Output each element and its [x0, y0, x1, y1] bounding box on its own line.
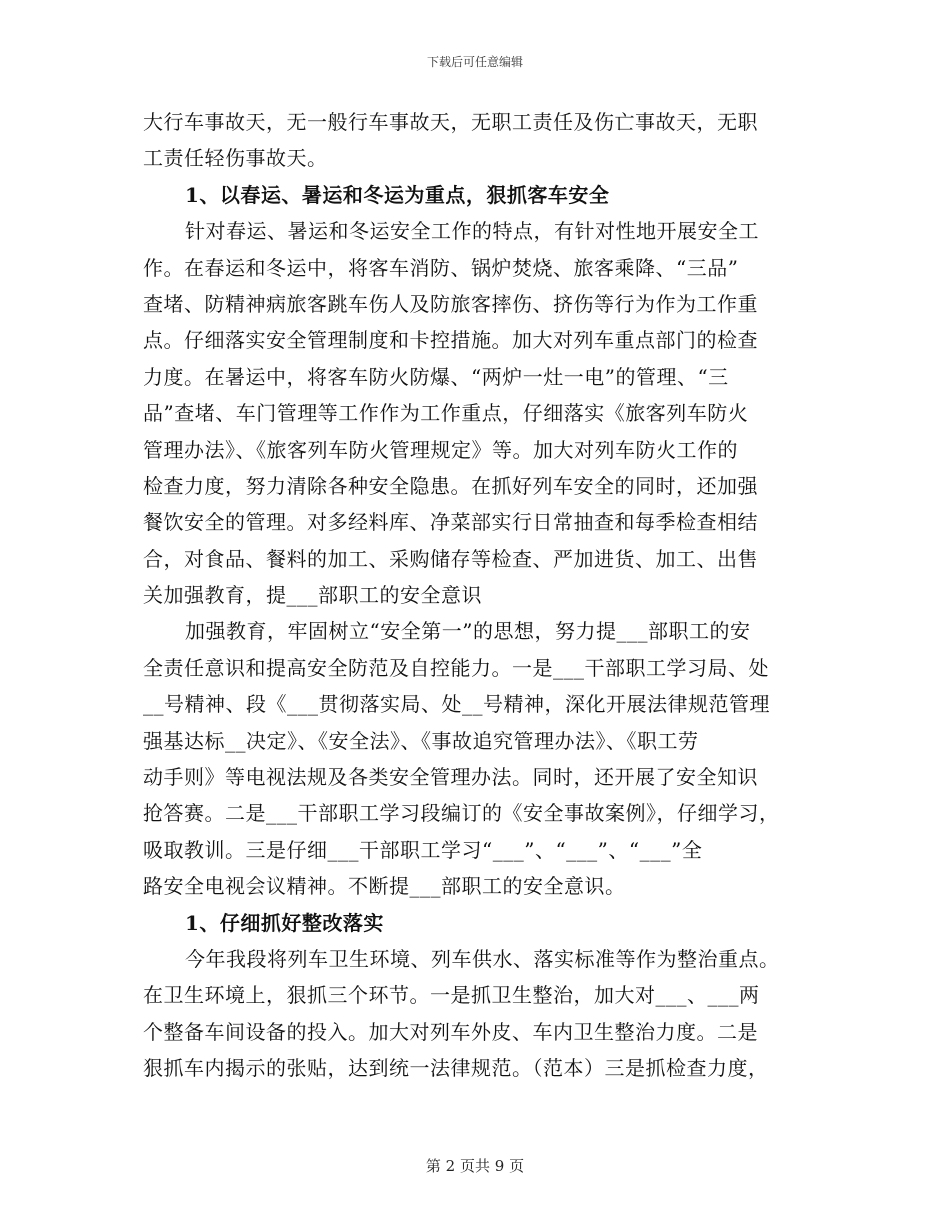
- text-line: __号精神、段《___贯彻落实局、处__号精神，深化开展法律规范管理: [143, 692, 770, 717]
- text-line: 检查力度，努力清除各种安全隐患。在抓好列车安全的同时，还加强: [143, 473, 758, 498]
- section-heading: 1、仔细抓好整改落实: [185, 910, 384, 935]
- text-line: 动手则》等电视法规及各类安全管理办法。同时，还开展了安全知识: [143, 765, 758, 790]
- text-line: 在卫生环境上，狠抓三个环节。一是抓卫生整治，加大对___、___两: [143, 983, 760, 1008]
- text-line: 个整备车间设备的投入。加大对列车外皮、车内卫生整治力度。二是: [143, 1019, 758, 1044]
- text-line: 品”查堵、车门管理等工作作为工作重点，仔细落实《旅客列车防火: [143, 401, 749, 426]
- text-line: 吸取教训。三是仔细___干部职工学习“___”、“___”、“___”全: [143, 837, 703, 862]
- text-line: 查堵、防精神病旅客跳车伤人及防旅客摔伤、挤伤等行为作为工作重: [143, 291, 758, 316]
- text-line: 加强教育，牢固树立“安全第一”的思想，努力提___部职工的安: [185, 619, 751, 644]
- text-line: 针对春运、暑运和冬运安全工作的特点，有针对性地开展安全工: [185, 219, 759, 244]
- text-line: 狠抓车内揭示的张贴，达到统一法律规范。（范本）三是抓检查力度，: [143, 1056, 769, 1081]
- text-line: 管理办法》、《旅客列车防火管理规定》等。加大对列车防火工作的: [143, 437, 738, 462]
- text-line: 大行车事故天，无一般行车事故天，无职工责任及伤亡事故天，无职: [143, 110, 758, 134]
- text-line: 路安全电视会议精神。不断提___部职工的安全意识。: [143, 874, 626, 899]
- text-line: 合，对食品、餐料的加工、采购储存等检查、严加进货、加工、出售: [143, 546, 758, 571]
- text-line: 点。仔细落实安全管理制度和卡控措施。加大对列车重点部门的检查: [143, 328, 758, 353]
- page-header: 下载后可任意编辑: [426, 55, 523, 69]
- text-line: 力度。在暑运中，将客车防火防爆、“两炉一灶一电”的管理、“三: [143, 364, 729, 389]
- section-heading: 1、以春运、暑运和冬运为重点，狠抓客车安全: [185, 182, 610, 207]
- text-line: 抢答赛。二是___干部职工学习段编订的《安全事故案例》，仔细学习，: [143, 801, 780, 826]
- text-line: 全责任意识和提高安全防范及自控能力。一是___干部职工学习局、处: [143, 655, 769, 680]
- text-line: 作。在春运和冬运中，将客车消防、锅炉焚烧、旅客乘降、“三品”: [143, 255, 739, 280]
- text-line: 餐饮安全的管理。对多经料库、净菜部实行日常抽查和每季检查相结: [143, 510, 758, 535]
- text-line: 强基达标__决定》、《安全法》、《事故追究管理办法》、《职工劳: [143, 728, 699, 753]
- text-line: 关加强教育，提___部职工的安全意识: [143, 583, 482, 608]
- text-line: 工责任轻伤事故天。: [143, 146, 328, 171]
- text-line: 今年我段将列车卫生环境、列车供水、落实标准等作为整治重点。: [185, 946, 780, 971]
- page-footer: 第 2 页共 9 页: [425, 1157, 525, 1175]
- document-body: [143, 104, 813, 1087]
